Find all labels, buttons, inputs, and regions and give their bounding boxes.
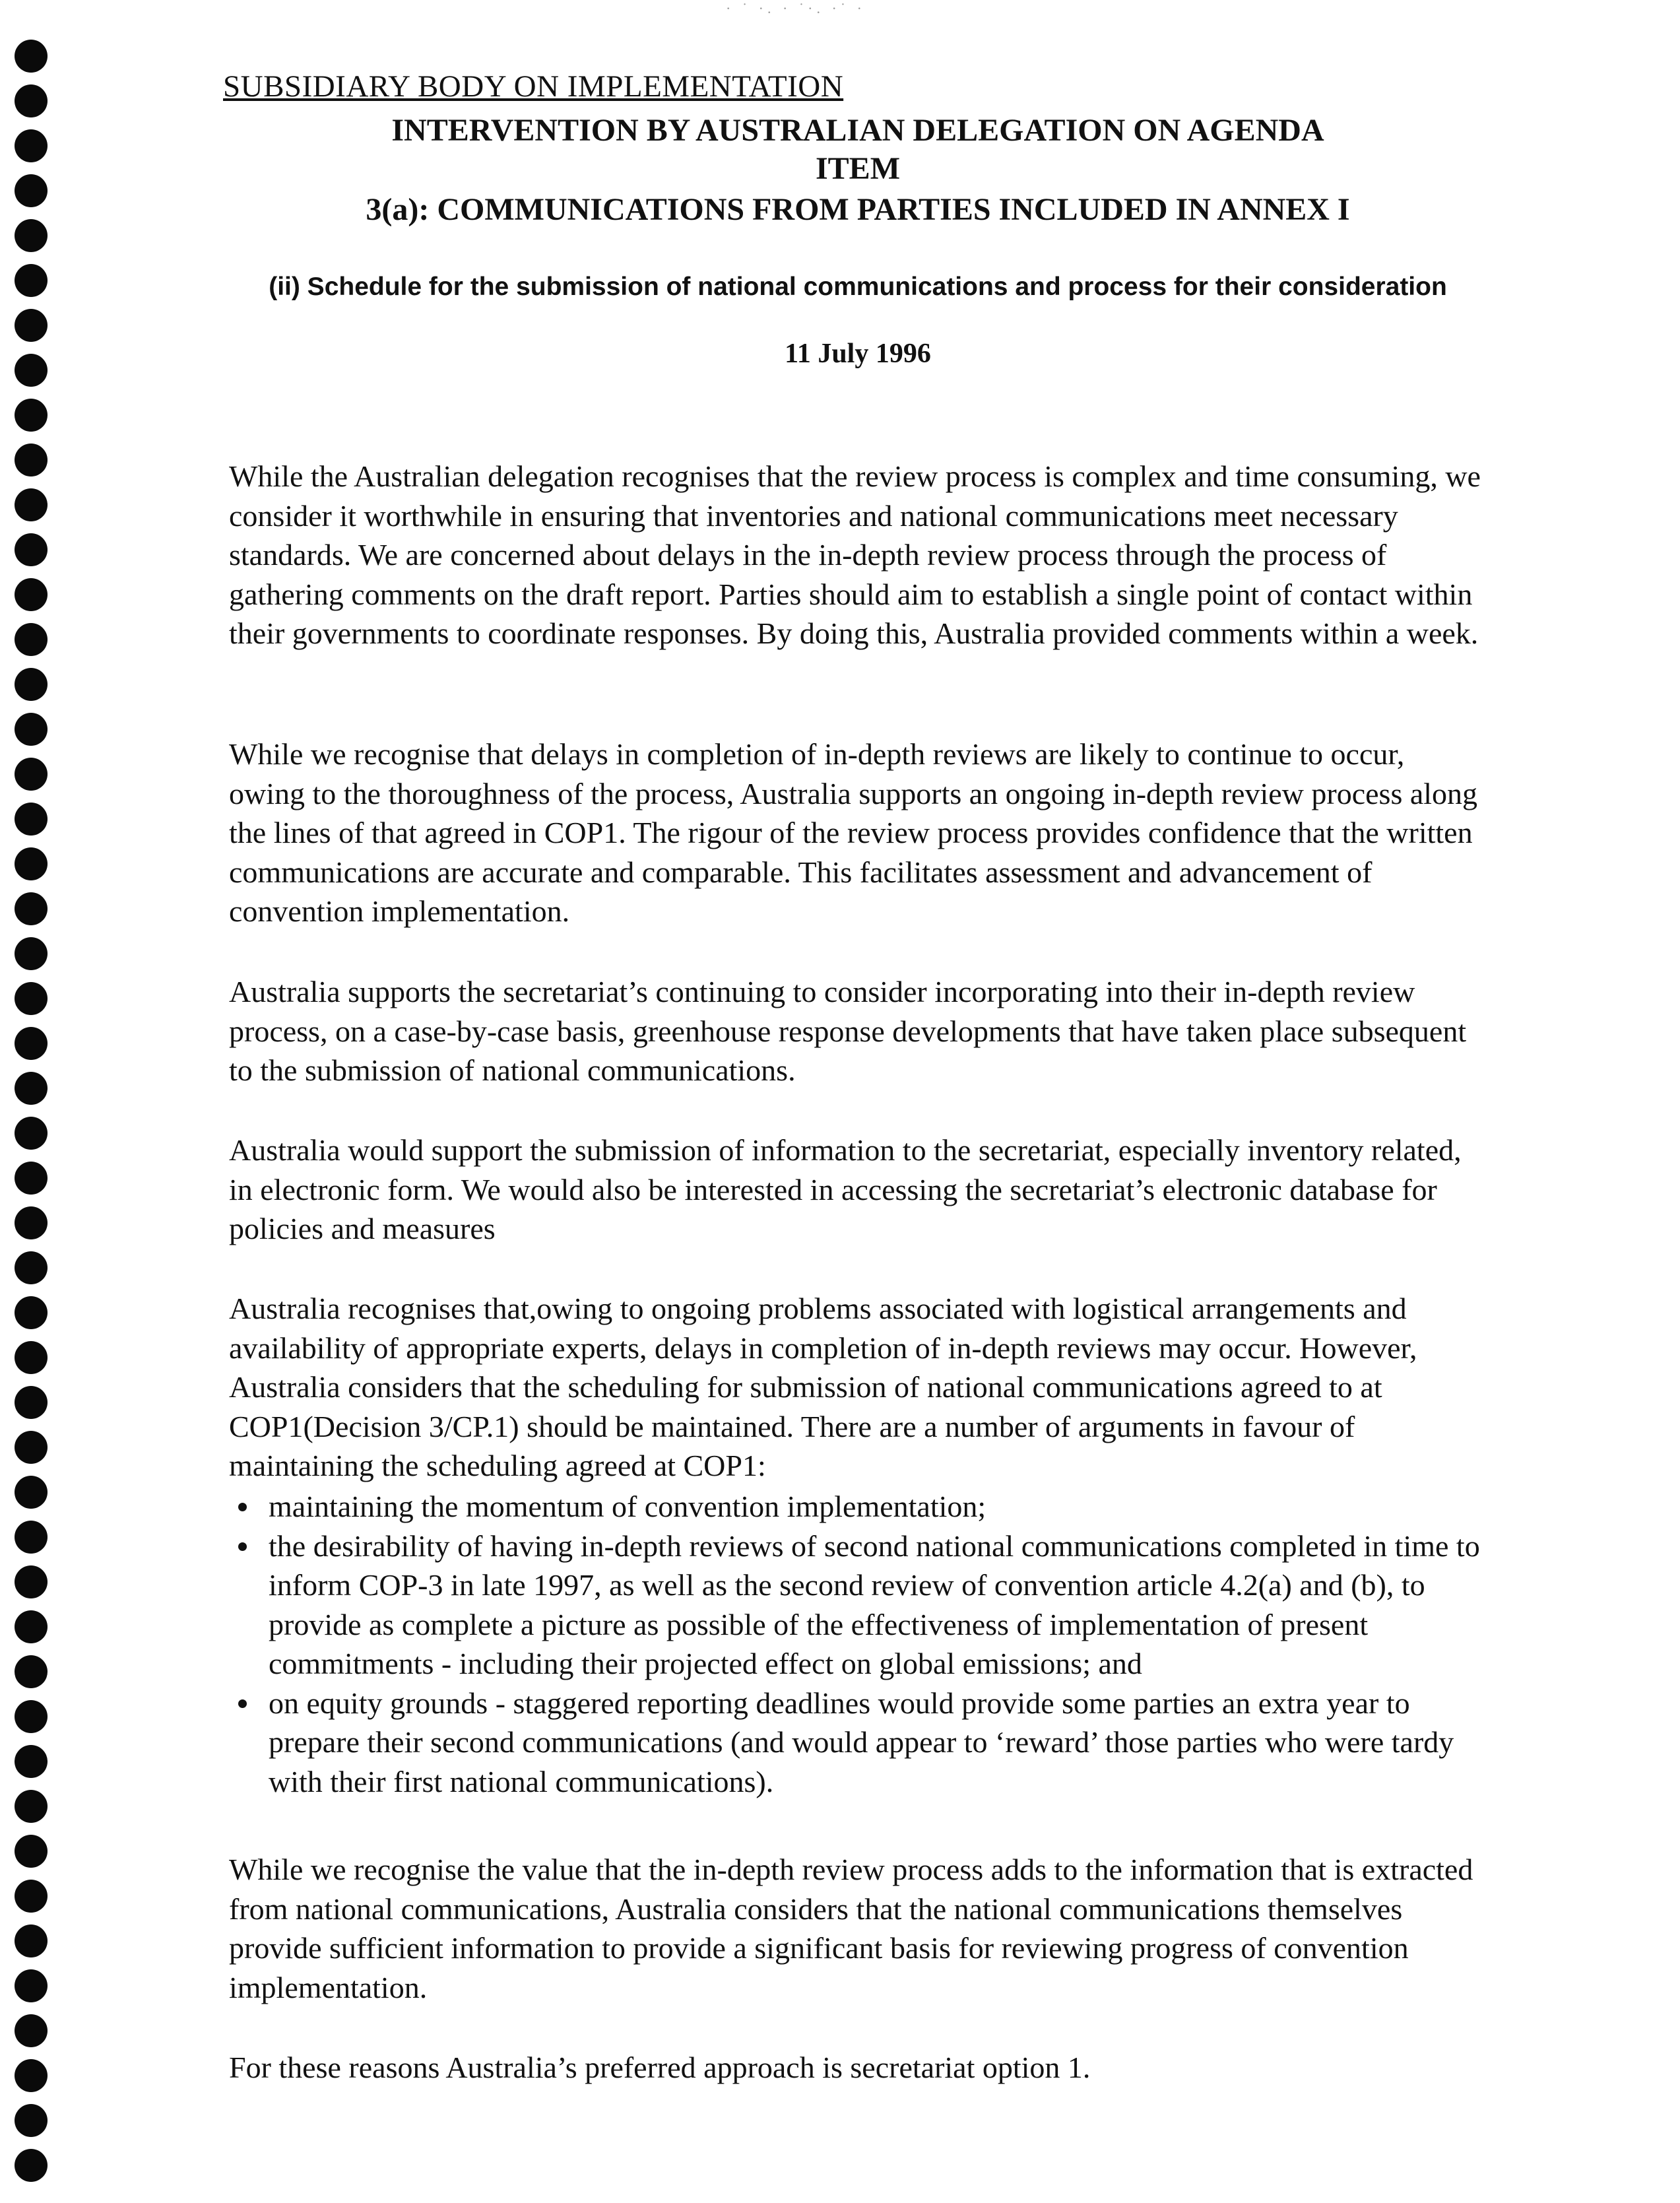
document-date: 11 July 1996 <box>785 339 931 369</box>
title-line-3: 3(a): COMMUNICATIONS FROM PARTIES INCLUDED IN ANNEX I <box>366 192 1350 227</box>
punch-hole <box>15 264 48 297</box>
title-line-2: ITEM <box>815 151 900 186</box>
punch-hole <box>15 488 48 521</box>
punch-hole <box>15 1924 48 1957</box>
punch-hole <box>15 219 48 252</box>
paragraph-3 <box>229 972 1483 1090</box>
punch-hole <box>15 1341 48 1374</box>
punch-hole <box>15 1521 48 1554</box>
list-item: maintaining the momentum of convention implementation; <box>229 1487 1483 1527</box>
punch-hole <box>15 1431 48 1464</box>
punch-hole <box>15 533 48 566</box>
paragraph-text: While the Australian delegation recognises that the review process is complex and time consuming, we consider it worthwhile in ensuring that inventories and national communications meet necessary standards. We are concerned about delays in the in-depth review process through the process of gathering comments on the draft report. Parties should aim to establish a single point of contact within their governments to coordinate responses. By doing this, Australia provided comments within a week. <box>229 459 1481 650</box>
paragraph-1 <box>229 457 1483 653</box>
paragraph-7 <box>229 2048 1483 2088</box>
punch-hole <box>15 758 48 791</box>
paragraph-text: Australia supports the secretariat’s continuing to consider incorporating into their in-depth review process, on a case-by-case basis, greenhouse response developments that have taken place subsequent to the submission of national communications. <box>229 975 1467 1087</box>
body-name-heading: SUBSIDIARY BODY ON IMPLEMENTATION <box>223 69 844 104</box>
paragraph-text: Australia would support the submission of information to the secretariat, especially inventory related, in electronic form. We would also be interested in accessing the secretariat’s electronic database for policies and measures <box>229 1133 1462 1245</box>
argument-list <box>229 1487 1483 1801</box>
punch-hole <box>15 40 48 73</box>
punch-hole <box>15 1296 48 1329</box>
punch-hole <box>15 937 48 970</box>
punch-hole <box>15 623 48 656</box>
paragraph-text: Australia recognises that,owing to ongoing problems associated with logistical arrangements and availability of appropriate experts, delays in completion of in-depth reviews may occur. However, Australia considers that the scheduling for submission of national communications agreed to at COP1(Decision 3/CP.1) should be maintained. There are a number of arguments in favour of maintaining the scheduling agreed at COP1: <box>229 1292 1417 1482</box>
punch-hole <box>15 713 48 746</box>
list-item: on equity grounds - staggered reporting deadlines would provide some parties an extra year to prepare their second communications (and would appear to ‘reward’ those parties who were tardy with their first national communications). <box>229 1684 1483 1802</box>
punch-hole <box>15 1251 48 1284</box>
list-item: the desirability of having in-depth reviews of second national communications completed in time to inform COP-3 in late 1997, as well as the second review of convention article 4.2(a) and (b), to provide as complete a picture as possible of the effectiveness of implementation of present commitments - including their projected effect on global emissions; and <box>229 1527 1483 1684</box>
paragraph-text: While we recognise the value that the in-depth review process adds to the information that is extracted from national communications, Australia considers that the national communications themselves provide sufficient information to provide a significant basis for reviewing progress of convention implementation. <box>229 1853 1473 2004</box>
punch-hole <box>15 1745 48 1778</box>
punch-hole <box>15 1969 48 2002</box>
punch-hole <box>15 2059 48 2092</box>
punch-hole <box>15 1386 48 1419</box>
punch-hole <box>15 1072 48 1105</box>
punch-hole <box>15 982 48 1015</box>
punch-hole <box>15 1162 48 1195</box>
punch-hole <box>15 1027 48 1060</box>
punch-hole <box>15 1655 48 1688</box>
scan-specks: · ˙ ·. · ˙·. ·˙ · <box>726 0 866 16</box>
punch-hole <box>15 578 48 611</box>
subtitle: (ii) Schedule for the submission of national communications and process for their consideration <box>269 273 1447 301</box>
punch-hole <box>15 1610 48 1643</box>
punch-hole <box>15 803 48 836</box>
punch-hole <box>15 1700 48 1733</box>
paragraph-6 <box>229 1850 1483 2007</box>
punch-hole <box>15 129 48 162</box>
punch-hole <box>15 2014 48 2047</box>
punch-hole <box>15 668 48 701</box>
punch-hole <box>15 1835 48 1868</box>
paragraph-2 <box>229 735 1483 931</box>
punch-hole <box>15 1880 48 1913</box>
punch-hole <box>15 1117 48 1150</box>
punch-hole <box>15 444 48 477</box>
binder-holes <box>5 40 58 2198</box>
paragraph-4 <box>229 1131 1483 1249</box>
punch-hole <box>15 2104 48 2137</box>
punch-hole <box>15 892 48 925</box>
punch-hole <box>15 2149 48 2182</box>
paragraph-text: While we recognise that delays in completion of in-depth reviews are likely to continue to occur, owing to the thoroughness of the process, Australia supports an ongoing in-depth review process along the lines of that agreed in COP1. The rigour of the review process provides confidence that the written communications are accurate and comparable. This facilitates assessment and advancement of convention implementation. <box>229 737 1478 928</box>
punch-hole <box>15 309 48 342</box>
paragraph-text: For these reasons Australia’s preferred approach is secretariat option 1. <box>229 2051 1091 2084</box>
punch-hole <box>15 354 48 387</box>
title-line-1: INTERVENTION BY AUSTRALIAN DELEGATION ON AGENDA <box>391 113 1324 148</box>
punch-hole <box>15 1790 48 1823</box>
punch-hole <box>15 847 48 880</box>
punch-hole <box>15 1206 48 1239</box>
punch-hole <box>15 399 48 432</box>
punch-hole <box>15 84 48 117</box>
paragraph-5 <box>229 1289 1483 1486</box>
punch-hole <box>15 174 48 207</box>
punch-hole <box>15 1565 48 1598</box>
punch-hole <box>15 1476 48 1509</box>
